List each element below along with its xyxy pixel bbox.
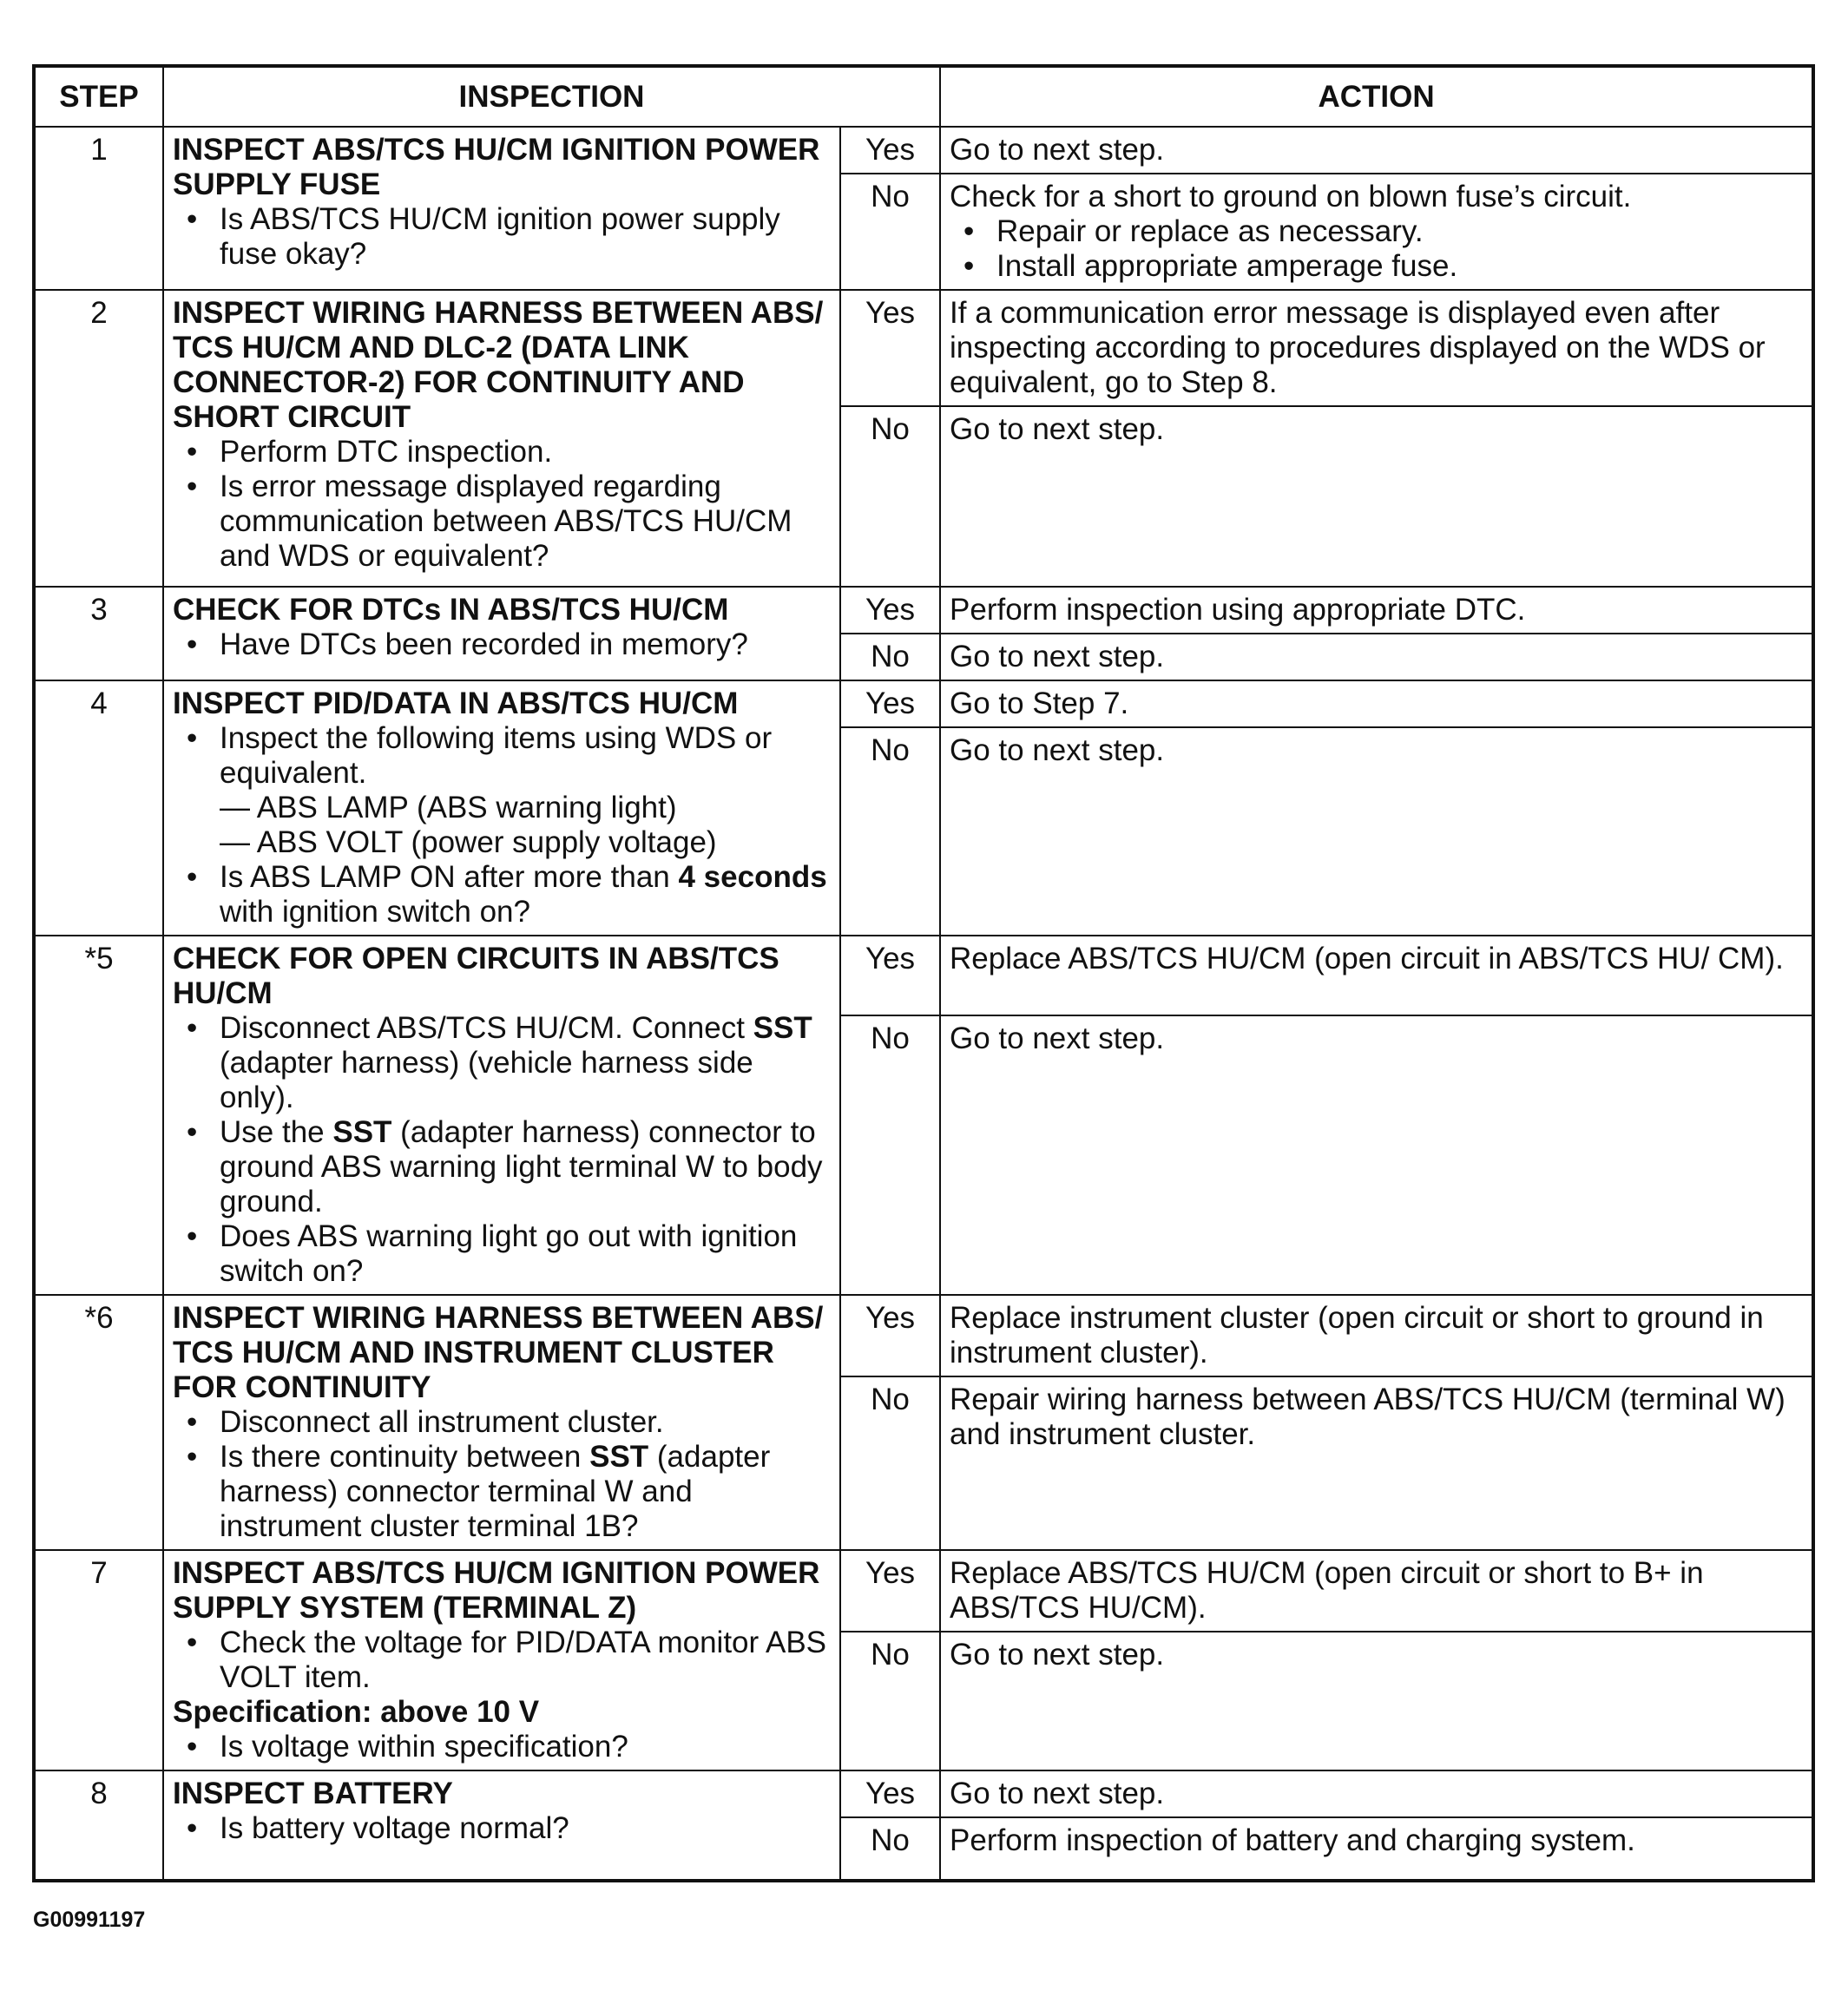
step-row [34, 1550, 1813, 1632]
no-label: No [840, 174, 940, 290]
bullet-text: Use the [220, 1115, 333, 1149]
inspection-title: INSPECT BATTERY [173, 1777, 453, 1810]
diagnostic-table [32, 64, 1815, 1882]
no-action: Go to next step. [940, 1632, 1813, 1770]
header-action: ACTION [940, 66, 1813, 127]
bullet-text: Is there continuity between [220, 1440, 590, 1474]
bullet-text: Disconnect ABS/TCS HU/CM. Connect [220, 1011, 753, 1045]
no-label: No [840, 1376, 940, 1550]
yes-label: Yes [840, 1770, 940, 1817]
no-label: No [840, 1817, 940, 1881]
inspection-cell [163, 1770, 840, 1881]
inspection-title: INSPECT ABS/TCS HU/CM IGNITION POWER SUPPLY SYSTEM (TERMINAL Z) [173, 1556, 820, 1625]
yes-label: Yes [840, 127, 940, 174]
bold-text: SST [589, 1440, 649, 1474]
inspection-cell [163, 1550, 840, 1770]
yes-action: Replace ABS/TCS HU/CM (open circuit or short to B+ in ABS/TCS HU/CM). [940, 1550, 1813, 1632]
bullet-text: Inspect the following items using WDS or equivalent. [220, 721, 773, 790]
inspection-bullet: • Check the voltage for PID/DATA monitor ABS VOLT item. [220, 1626, 832, 1695]
bold-text: SST [332, 1115, 392, 1149]
diagnostic-procedure-document [32, 64, 1812, 1882]
inspection-title: CHECK FOR DTCs IN ABS/TCS HU/CM [173, 593, 729, 627]
step-row [34, 1295, 1813, 1376]
step-number: 8 [34, 1770, 163, 1881]
step-row [34, 936, 1813, 1015]
inspection-bullet: • Is ABS/TCS HU/CM ignition power supply fuse okay? [220, 202, 832, 272]
step-row [34, 680, 1813, 727]
inspection-bullet: • Does ABS warning light go out with ignition switch on? [220, 1219, 832, 1289]
step-number: *6 [34, 1295, 163, 1550]
no-label: No [840, 1632, 940, 1770]
no-action: Go to next step. [940, 727, 1813, 936]
inspection-title: INSPECT WIRING HARNESS BETWEEN ABS/ TCS HU/CM AND INSTRUMENT CLUSTER FOR CONTINUITY [173, 1301, 824, 1404]
yes-action: Go to next step. [940, 1770, 1813, 1817]
no-action: Go to next step. [940, 406, 1813, 587]
inspection-cell [163, 1295, 840, 1550]
inspection-bullet [220, 1115, 832, 1219]
inspection-bullet [220, 1440, 832, 1544]
step-row [34, 587, 1813, 634]
step-number: 1 [34, 127, 163, 290]
action-bullet: • Repair or replace as necessary. [996, 214, 1803, 249]
sub-item: — ABS LAMP (ABS warning light) [220, 791, 677, 824]
bullet-text: Is ABS LAMP ON after more than [220, 860, 679, 894]
bold-text: SST [753, 1011, 812, 1045]
inspection-title: INSPECT ABS/TCS HU/CM IGNITION POWER SUPPLY FUSE [173, 133, 820, 201]
step-row [34, 290, 1813, 406]
yes-action: Perform inspection using appropriate DTC. [940, 587, 1813, 634]
yes-action: Replace instrument cluster (open circuit or short to ground in instrument cluster). [940, 1295, 1813, 1376]
step-row [34, 1770, 1813, 1817]
inspection-title: INSPECT WIRING HARNESS BETWEEN ABS/ TCS HU/CM AND DLC-2 (DATA LINK CONNECTOR-2) FOR CONTINUITY AND SHORT CIRCUIT [173, 296, 824, 434]
action-bullet: • Install appropriate amperage fuse. [996, 249, 1803, 284]
step-number: 7 [34, 1550, 163, 1770]
inspection-bullet [220, 1011, 832, 1115]
no-action: Go to next step. [940, 1015, 1813, 1295]
bullet-text: (adapter harness) connector to ground ABS warning light terminal W to body ground. [220, 1115, 823, 1219]
inspection-bullet: • Perform DTC inspection. [220, 435, 832, 470]
step-number: 3 [34, 587, 163, 680]
step-number: 2 [34, 290, 163, 587]
yes-label: Yes [840, 680, 940, 727]
yes-label: Yes [840, 290, 940, 406]
inspection-cell [163, 290, 840, 587]
header-inspection: INSPECTION [163, 66, 940, 127]
yes-label: Yes [840, 587, 940, 634]
inspection-bullet: • Have DTCs been recorded in memory? [220, 627, 832, 662]
inspection-bullet: • Is battery voltage normal? [220, 1811, 832, 1846]
no-action: Go to next step. [940, 634, 1813, 680]
inspection-title: CHECK FOR OPEN CIRCUITS IN ABS/TCS HU/CM [173, 942, 779, 1010]
inspection-cell [163, 936, 840, 1295]
step-number: 4 [34, 680, 163, 936]
yes-action: If a communication error message is displayed even after inspecting according to procedures displayed on the WDS or equivalent, go to Step 8. [940, 290, 1813, 406]
step-number: *5 [34, 936, 163, 1295]
inspection-title: INSPECT PID/DATA IN ABS/TCS HU/CM [173, 686, 739, 720]
sub-item: — ABS VOLT (power supply voltage) [220, 825, 717, 859]
bullet-text: (adapter harness) connector terminal W and instrument cluster terminal 1B? [220, 1440, 771, 1543]
inspection-bullet: • Is voltage within specification? [220, 1730, 832, 1764]
bold-text: 4 seconds [678, 860, 827, 894]
bullet-text: (adapter harness) (vehicle harness side only). [220, 1046, 753, 1114]
no-label: No [840, 1015, 940, 1295]
inspection-bullet [220, 721, 832, 860]
no-action: Perform inspection of battery and charging system. [940, 1817, 1813, 1881]
inspection-cell [163, 587, 840, 680]
no-action: Repair wiring harness between ABS/TCS HU/CM (terminal W) and instrument cluster. [940, 1376, 1813, 1550]
inspection-cell [163, 680, 840, 936]
no-label: No [840, 406, 940, 587]
figure-id: G00991197 [33, 1908, 146, 1932]
header-step: STEP [34, 66, 163, 127]
no-action: Check for a short to ground on blown fuse’s circuit. [950, 180, 1632, 213]
no-action-cell [940, 174, 1813, 290]
inspection-bullet: • Disconnect all instrument cluster. [220, 1405, 832, 1440]
header-row [34, 66, 1813, 127]
yes-action: Go to Step 7. [940, 680, 1813, 727]
yes-label: Yes [840, 1550, 940, 1632]
yes-label: Yes [840, 936, 940, 1015]
bullet-text: with ignition switch on? [220, 895, 530, 929]
no-label: No [840, 727, 940, 936]
inspection-cell [163, 127, 840, 290]
yes-action: Go to next step. [940, 127, 1813, 174]
yes-label: Yes [840, 1295, 940, 1376]
inspection-bullet: • Is error message displayed regarding communication between ABS/TCS HU/CM and WDS or equivalent? [220, 470, 832, 574]
no-label: No [840, 634, 940, 680]
yes-action: Replace ABS/TCS HU/CM (open circuit in ABS/TCS HU/ CM). [940, 936, 1813, 1015]
inspection-bullet [220, 860, 832, 930]
specification: Specification: above 10 V [173, 1695, 540, 1729]
step-row [34, 127, 1813, 174]
